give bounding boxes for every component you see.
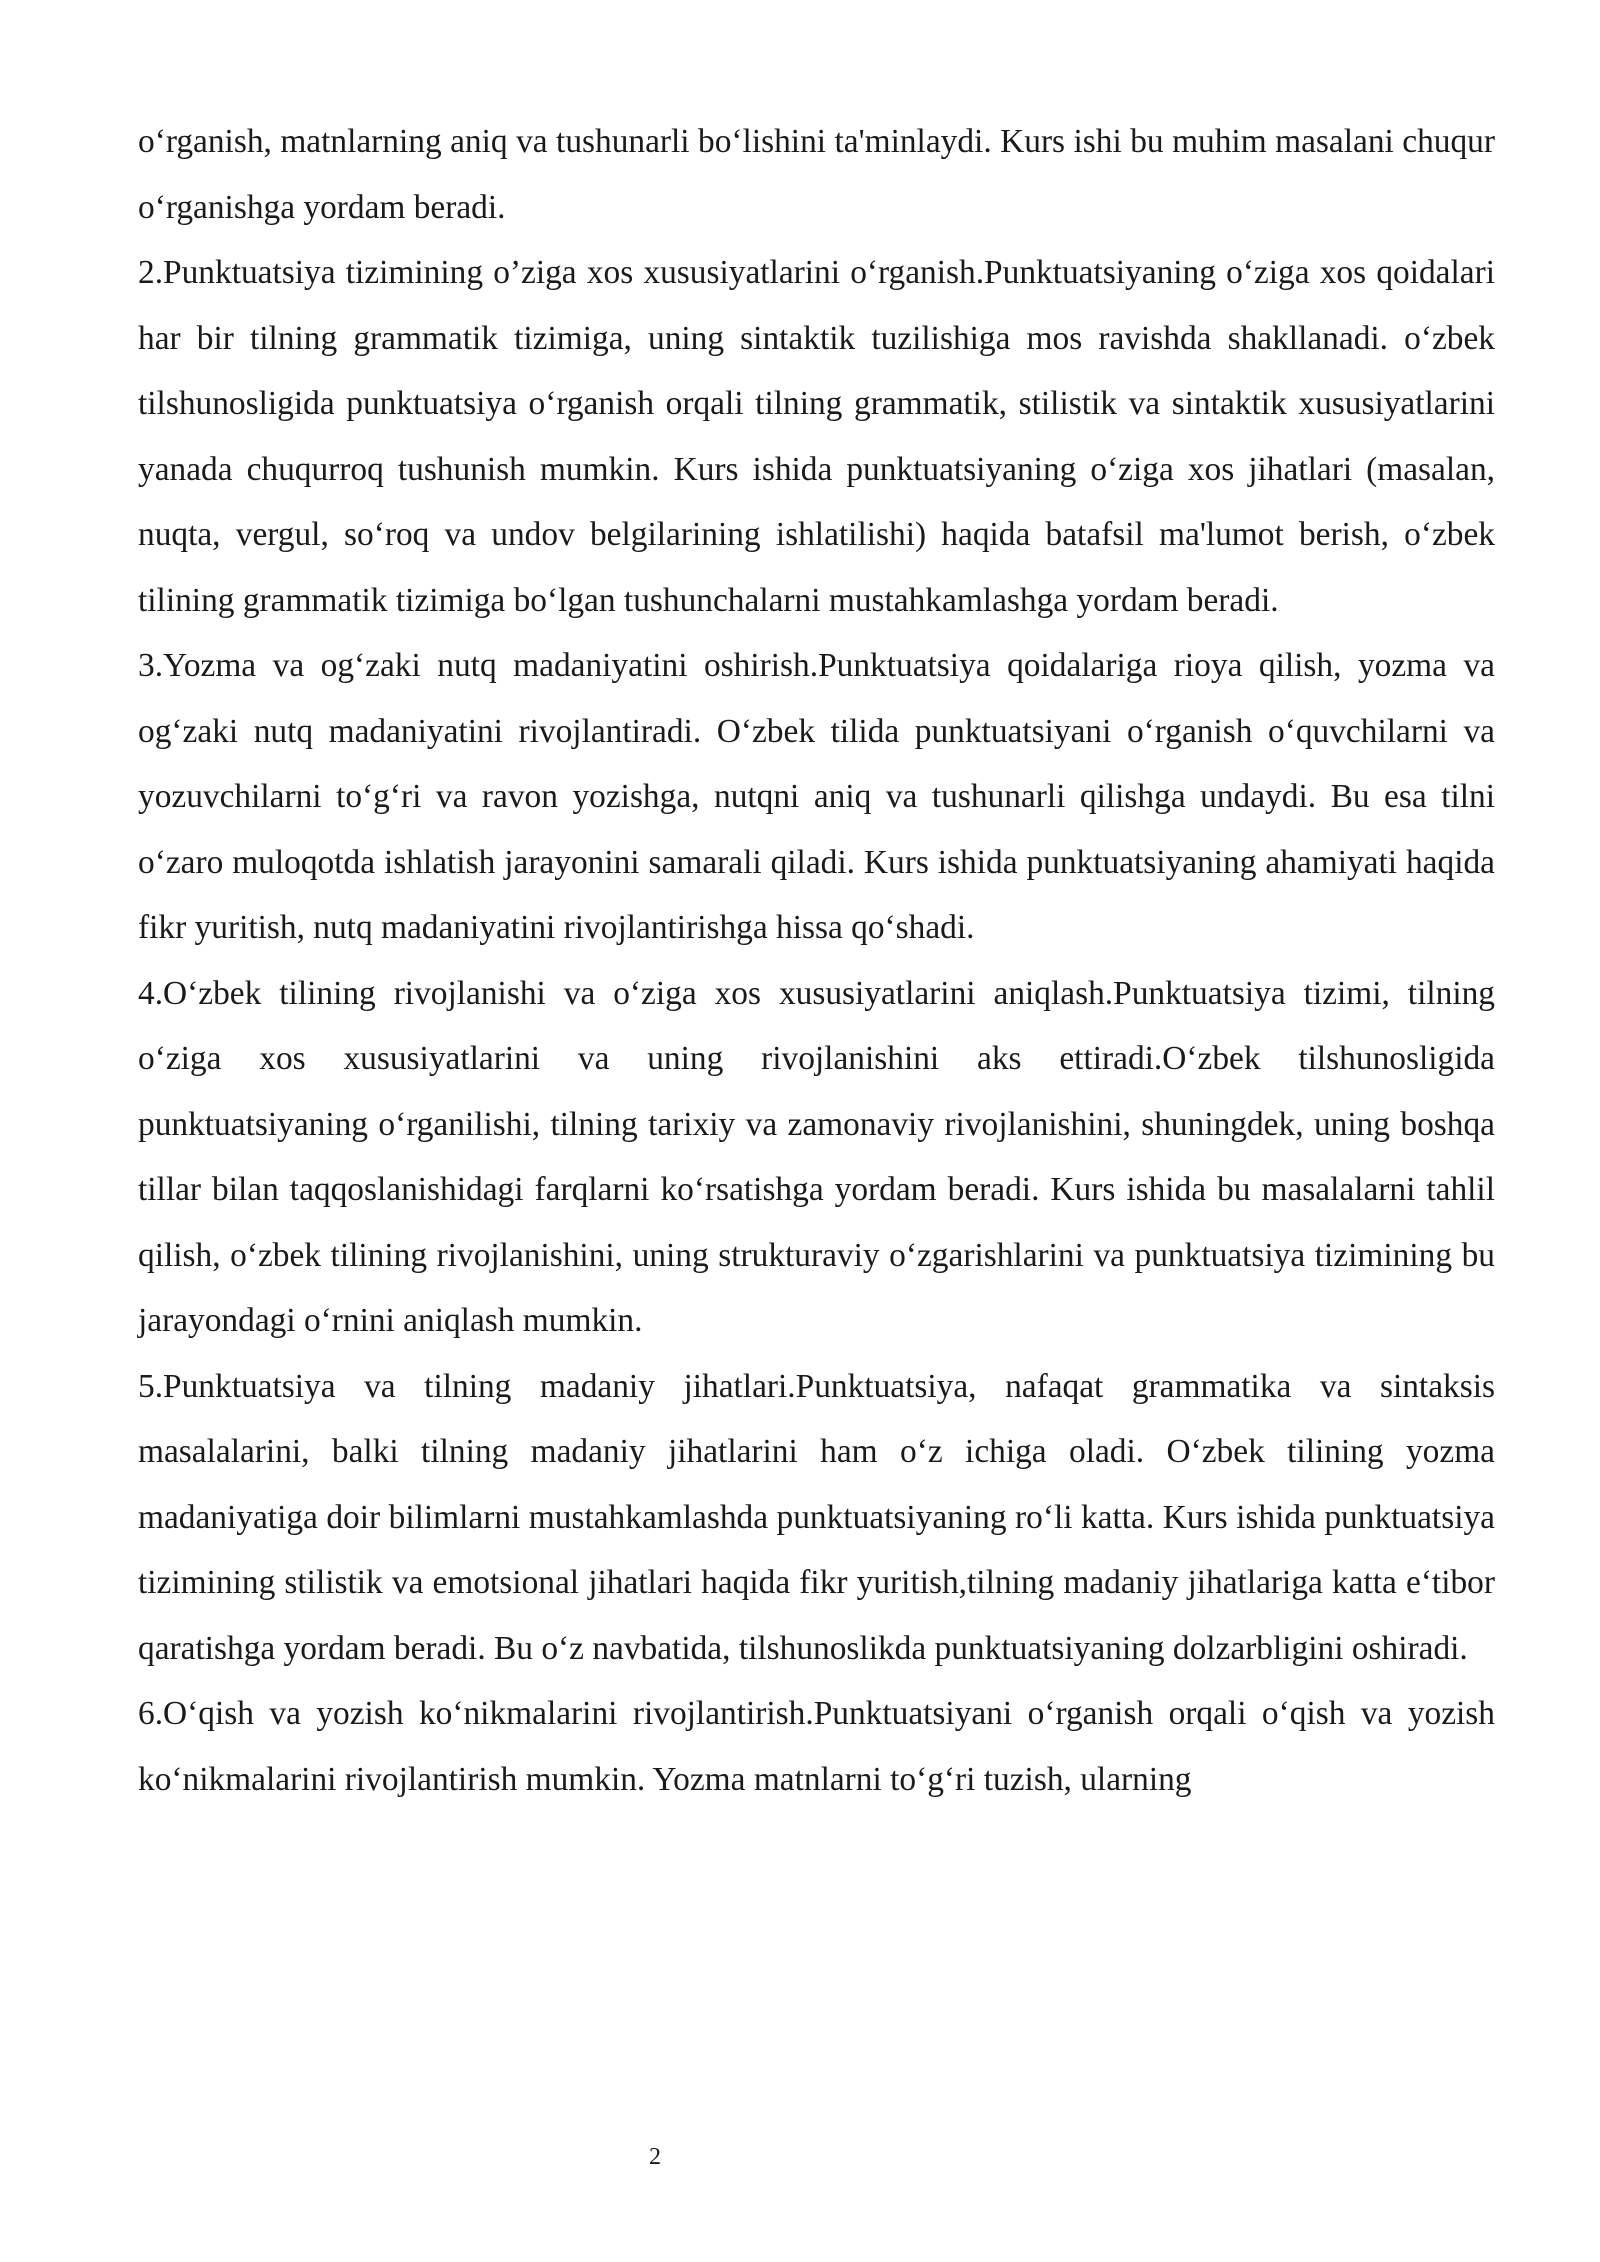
paragraph-3-speech-culture: 3.Yozma va ogʻzaki nutq madaniyatini oshirish.Punktuatsiya qoidalariga rioya qilish, yozma va ogʻzaki nutq madaniyatini rivojlantiradi. Oʻzbek tilida punktuatsiyani oʻrganish oʻquvchilarni va yozuvchilarni toʻgʻri va ravon yozishga, nutqni aniq va tushunarli qilishga undaydi. Bu esa tilni oʻzaro muloqotda ishlatish jarayonini samarali qiladi. Kurs ishida punktuatsiyaning ahamiyati haqida fikr yuritish, nutq madaniyatini rivojlantirishga hissa qoʻshadi.: [138, 647, 1495, 946]
paragraph-5-cultural-aspects: 5.Punktuatsiya va tilning madaniy jihatlari.Punktuatsiya, nafaqat grammatika va sintaksis masalalarini, balki tilning madaniy jihatlarini ham oʻz ichiga oladi. Oʻzbek tilining yozma madaniyatiga doir bilimlarni mustahkamlashda punktuatsiyaning roʻli katta. Kurs ishida punktuatsiya tizimining stilistik va emotsional jihatlari haqida fikr yuritish,tilning madaniy jihatlariga katta eʻtibor qaratishga yordam beradi. Bu oʻz navbatida, tilshunoslikda punktuatsiyaning dolzarbligini oshiradi.: [138, 1367, 1495, 1667]
paragraph-6-reading-writing-skills: 6.Oʻqish va yozish koʻnikmalarini rivojlantirish.Punktuatsiyani oʻrganish orqali oʻqish va yozish koʻnikmalarini rivojlantirish mumkin. Yozma matnlarni toʻgʻri tuzish, ularning: [138, 1695, 1495, 1798]
paragraph-4-language-development: 4.Oʻzbek tilining rivojlanishi va oʻziga xos xususiyatlarini aniqlash.Punktuatsiya tizimi, tilning oʻziga xos xususiyatlarini va uning rivojlanishini aks ettiradi.Oʻzbek tilshunosligida punktuatsiyaning oʻrganilishi, tilning tarixiy va zamonaviy rivojlanishini, shuningdek, uning boshqa tillar bilan taqqoslanishidagi farqlarni koʻrsatishga yordam beradi. Kurs ishida bu masalalarni tahlil qilish, oʻzbek tilining rivojlanishini, uning strukturaviy oʻzgarishlarini va punktuatsiya tizimining bu jarayondagi oʻrnini aniqlash mumkin.: [138, 974, 1495, 1339]
body-text: [138, 109, 1495, 1812]
paragraph-continuation: oʻrganish, matnlarning aniq va tushunarli boʻlishini ta'minlaydi. Kurs ishi bu muhim masalani chuqur oʻrganishga yordam beradi.: [138, 123, 1495, 226]
paragraph-2-punctuation-system: 2.Punktuatsiya tizimining o’ziga xos xususiyatlarini oʻrganish.Punktuatsiyaning oʻziga xos qoidalari har bir tilning grammatik tizimiga, uning sintaktik tuzilishiga mos ravishda shakllanadi. oʻzbek tilshunosligida punktuatsiya oʻrganish orqali tilning grammatik, stilistik va sintaktik xususiyatlarini yanada chuqurroq tushunish mumkin. Kurs ishida punktuatsiyaning oʻziga xos jihatlari (masalan, nuqta, vergul, soʻroq va undov belgilarining ishlatilishi) haqida batafsil ma'lumot berish, oʻzbek tilining grammatik tizimiga boʻlgan tushunchalarni mustahkamlashga yordam beradi.: [138, 254, 1495, 619]
page-number: 2: [649, 2144, 661, 2170]
